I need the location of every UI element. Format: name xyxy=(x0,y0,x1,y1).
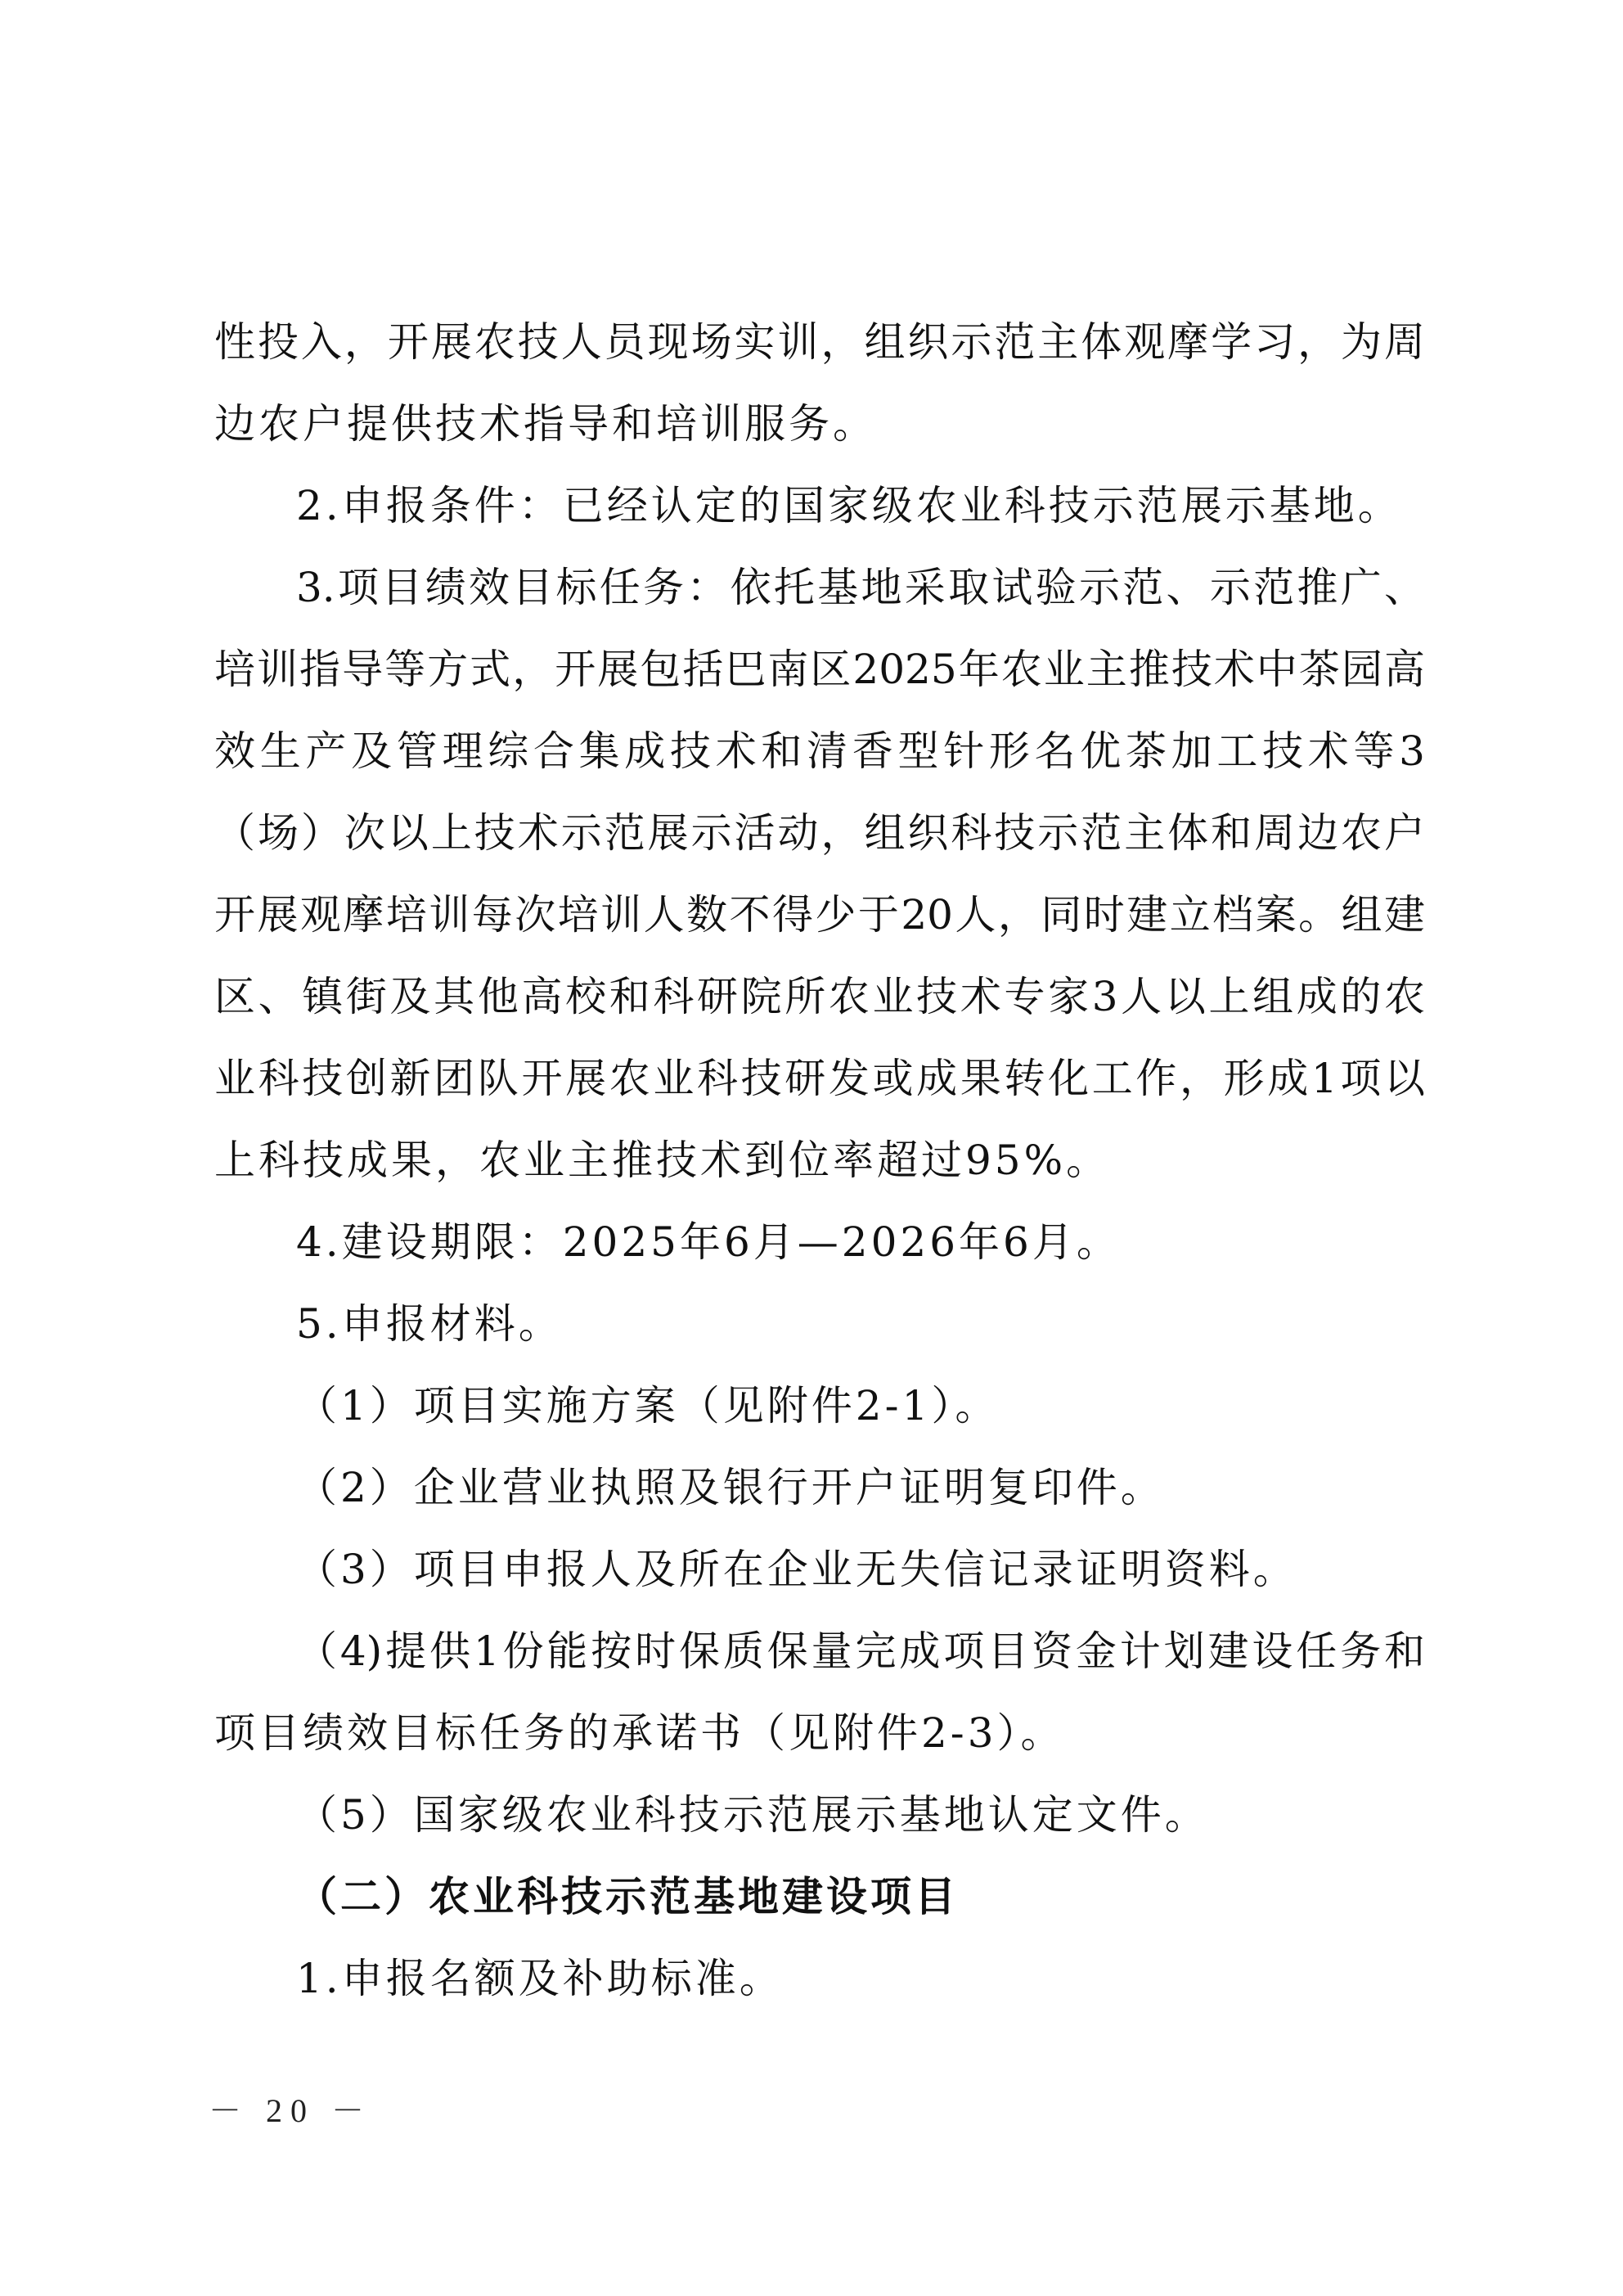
quota-and-subsidy: 1.申报名额及补助标准。 xyxy=(296,1955,784,2002)
paragraph-line: （场）次以上技术示范展示活动，组织科技示范主体和周边农户 xyxy=(214,809,1425,857)
paragraph-line: 区、镇街及其他高校和科研院所农业技术专家3人以上组成的农 xyxy=(214,973,1425,1020)
construction-period: 4.建设期限：2025年6月—2026年6月。 xyxy=(296,1218,1121,1266)
material-item-5: （5）国家级农业科技示范展示基地认定文件。 xyxy=(296,1791,1209,1839)
paragraph-line: 培训指导等方式，开展包括巴南区2025年农业主推技术中茶园高 xyxy=(214,646,1425,693)
application-conditions: 2.申报条件：已经认定的国家级农业科技示范展示基地。 xyxy=(296,482,1402,529)
material-item-1: （1）项目实施方案（见附件2-1）。 xyxy=(296,1382,1000,1429)
page-number: － 20 － xyxy=(209,2092,372,2129)
section-heading: （二）农业科技示范基地建设项目 xyxy=(296,1873,959,1920)
paragraph-line: 项目绩效目标任务的承诺书（见附件2-3）。 xyxy=(214,1709,1065,1757)
paragraph-line: 效生产及管理综合集成技术和清香型针形名优茶加工技术等3 xyxy=(214,727,1425,775)
body-text xyxy=(214,301,1425,2019)
paragraph-line: 开展观摩培训每次培训人数不得少于20人，同时建立档案。组建 xyxy=(214,891,1425,939)
application-materials-heading: 5.申报材料。 xyxy=(296,1300,563,1348)
paragraph-line: 上科技成果，农业主推技术到位率超过95%。 xyxy=(214,1137,1111,1184)
paragraph-line: 业科技创新团队开展农业科技研发或成果转化工作，形成1项以 xyxy=(214,1055,1425,1102)
paragraph-line: 性投入，开展农技人员现场实训，组织示范主体观摩学习，为周 xyxy=(214,318,1425,366)
material-item-2: （2）企业营业执照及银行开户证明复印件。 xyxy=(296,1464,1165,1511)
performance-targets: 3.项目绩效目标任务：依托基地采取试验示范、示范推广、 xyxy=(296,564,1425,611)
material-item-3: （3）项目申报人及所在企业无失信记录证明资料。 xyxy=(296,1546,1297,1593)
material-item-4: （4)提供1份能按时保质保量完成项目资金计划建设任务和 xyxy=(296,1627,1425,1675)
paragraph-line: 边农户提供技术指导和培训服务。 xyxy=(214,400,877,448)
